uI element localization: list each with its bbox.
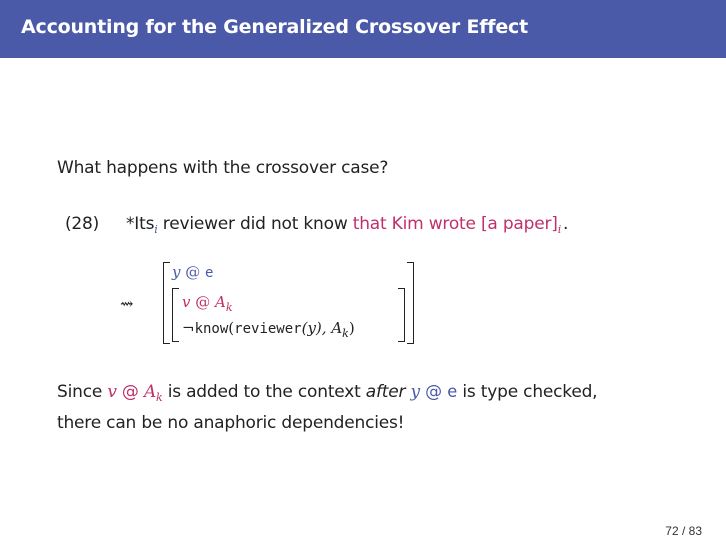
inner-var: v [182,293,191,311]
conclusion-checked: is type checked, [457,382,598,402]
question-text: What happens with the crossover case? [57,158,389,178]
conclusion-A-index: k [156,391,163,404]
outer-left-bracket [163,262,170,344]
cond-open: ( [228,319,235,337]
slide-title: Accounting for the Generalized Crossover Effect [21,16,528,38]
drs-inner-row [182,293,233,314]
cond-neg: ¬ [182,319,195,337]
example-middle: reviewer did not know [157,214,353,234]
example-sentence [126,214,568,234]
conclusion-A: A [143,382,157,402]
inner-A-index: k [225,301,233,314]
cond-reviewer: reviewer [234,321,302,337]
inner-A: A [215,293,226,311]
drs-outer-row [172,263,213,281]
highlight-index: i [557,223,562,236]
outer-right-bracket [407,262,414,344]
conclusion-v: v [107,382,117,402]
cond-arg: (y), [301,319,332,337]
example-its: *Its [126,214,155,234]
its-index: i [154,223,158,236]
conclusion-e: e [447,382,458,402]
conclusion-since: Since [57,382,108,402]
slide-header [0,0,726,58]
example-number: (28) [65,214,100,234]
outer-type: e [205,265,214,281]
inner-right-bracket [398,288,405,342]
conclusion-added: is added to the context [162,382,366,402]
cond-close: ) [348,319,355,337]
conclusion-at1: @ [116,382,144,402]
conclusion-y: y [410,382,420,402]
example-highlight: that Kim wrote [a paper] [352,214,558,234]
outer-at: @ [185,263,201,281]
example-end: . [563,214,569,234]
inner-left-bracket [172,288,179,342]
conclusion-after: after [365,382,406,402]
conclusion-line-2: there can be no anaphoric dependencies! [57,413,405,433]
page-number: 72 / 83 [665,524,702,538]
cond-A: A [331,319,343,337]
drs-condition [182,319,355,340]
inner-at: @ [195,293,211,311]
cond-A-index: k [342,327,349,340]
cond-know: know [194,321,229,337]
outer-var: y [172,263,181,281]
conclusion-at2: @ [419,382,448,402]
leadsto-arrow: ⇝ [120,294,134,313]
conclusion-line-1 [57,382,597,402]
